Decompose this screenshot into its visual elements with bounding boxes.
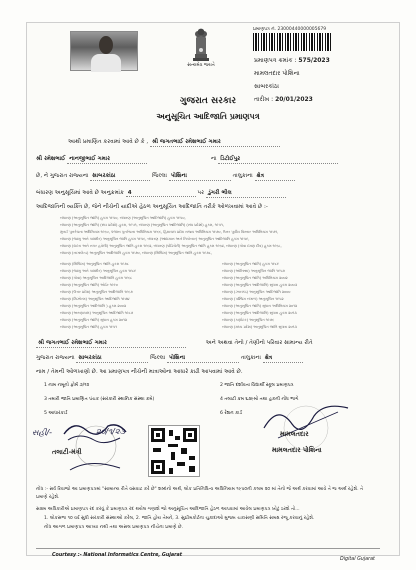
residence-area: ક્ષેત્ર [263,355,303,363]
note-line: નોંધ :- સર્વ રિવાજો આ પ્રમાણપત્રમાં "સામાન્ય રીતે વસવાટ કરે છે" શબ્દનો અર્થ, લોક પ્રતિનિધિત્વ અધિનિયમ ૧૯૫૦ની કલમ ૨૦ માં તેનો જે અર્થ કરવામાં આવે તે જ અર્થ રહેશે. તે [36,487,364,492]
order-item: બંધારણ (અનુસૂચિત જાતિ) સુધારા હુકમ ૨૦૧૨ [60,318,127,322]
certificate-number-row: પ્રમાણપત્ર ક્રમાંક : 575/2023 [254,57,330,64]
order-item: બંધારણ (જમ્મુ અને કાશ્મીર) અનુસૂચિત હુકમ ૧૯૮૯ [60,269,137,273]
order-item: બંધારણ (અનુસૂચિત આદિજાતિ ) હુકમ ૨૦૦૨ [60,304,127,308]
basis-line: નામ / તેમની ઓળખાણો છે. આ પ્રમાણપત્ર નીચેની માત્રાઓના આધારે કાઢી આપવામાં આવે છે. [36,369,243,375]
residence-district: સાબરકાંઠા [76,355,148,363]
document-item: 1 નામ નમૂનો ફોર્મ ૭/૧૨ [44,383,90,388]
order-item: બંધારણ (ઉત્તર પ્રદેશ) અનુસૂચિત આદિજાતિ ૧૯૬૭ [60,290,133,294]
office-line-1: મામલતદાર પોશિના [254,70,300,77]
emblem-caption: સત્યમેવ જયતે [187,63,215,68]
document-item: 2 જાતિ દર્શાવતા વિદ્યાર્થી સ્કૂલ પ્રમાણપત્ર [220,383,294,388]
order-item: બંધારણ (અનુસૂચિત જાતિ) ઓર્ડર ૧૯૯૦ [60,283,118,287]
right-signature-label: મામલતદાર [280,430,309,438]
left-office-title: તલાટી-મંત્રી [52,448,82,456]
certificate-number: 575/2023 [298,57,330,64]
person-name: શ્રી જગતભાઈ રમેશભાઈ ગમાર [150,139,280,147]
intro-line: આદિજાતિની વ્યક્તિ છે, જેને નીચેની યાદીએ હેઠળ અનુસૂચિત આદિજાતિ તરીકે ઓળખવામાં આવે છે :- [36,204,268,210]
order-line: બંધારણ (દાદરા અને નગર હવેલી) અનુસૂચિત જાતિ હુકમ ૧૯૬૨, બંધારણ (પોંડિચેરી) અનુસૂચિત જાતિ હુકમ ૧૯૬૪, બંધારણ (ગોવા દમણ દીવ) હુકમ ૧૯૬૮, [60,244,282,248]
footer-divider [36,548,380,549]
order-item: બંધારણ (ઓરિસ્સા) અનુસૂચિત જાતિ ૧૯૫૭ [222,269,285,273]
district-value: સાબરકાંઠા [90,173,150,181]
document-item: 5 આધારકાર્ડ [44,411,68,416]
left-signature-text: સહી/- [32,428,53,437]
order-item: બંધારણ (અરુણાચલ) અનુસૂચિત આદિજાતિ ૧૯૮૭ [60,311,134,315]
right-office-title: મામલતદાર પોશિના [272,446,322,454]
order-item: બંધારણ (અનુસૂચિત જાતિ) અધિનિયમ ૨૦૦૨ [222,276,288,280]
address-line: છે, ને ગુજરાત રાજ્યના સાબરકાંઠા જિલ્લા પોશિના તાલુકાના ક્ષેત્ર [36,173,295,181]
order-item: બંધારણ (ગોવા) અનુસૂચિત આદિજાતિ હુકમ ૧૯૬૮ [60,276,133,280]
footer-courtesy: Courtesy :- National Informatics Centre, Gujarat [52,553,183,558]
order-item: બંધારણ (મિઝોરમ) અનુસૂચિત આદિજાતિ ૧૯૭૪ [60,297,130,301]
order-line: બંધારણ (અનુસૂચિત જાતિ) હુકમ ૧૯૫૦, બંધારણ (અનુસૂચિત આદિજાતિ) હુકમ ૧૯૫૦, [60,216,186,220]
note-line: 1. લોકસભા ૧૦ વર્ષ સુધી સરકારી સંસ્થાઓ કરેલ, 2. જાતિ હોય તેમને, 3. સુપ્રીમકોર્ટના ચુકાદાઓ મુજબ ચકાસણી સમિતિ સમક્ષ રજૂ કરવાનું રહેશે. [44,516,315,521]
schedule-line: બંધારણ અનુસૂચિમાં આવે છે અનુક્રમાંક 4 પર ડુંગરી ભીલ [36,190,286,198]
residence-taluka: પોશિના [167,355,239,363]
qr-code [148,425,200,477]
note-line: પ્રમાણે રહેશે. [36,495,60,500]
order-item: બંધારણ (અનુસૂચિત જાતિ) હુકમ ૧૯૮૯ [222,262,279,266]
certificate-title: અનુસૂચિત આદિજાતિ પ્રમાણપત્ર [156,112,260,121]
order-item: બંધારણ (ઝારખંડ) અનુસૂચિત આદિજાતિ ૨૦૦૦ [222,290,291,294]
footer-brand: Digital Gujarat [340,557,375,562]
order-item: બંધારણ (અનુસૂચિત જાતિ) સુધારા અધિનિયમ ૨૦૧૨ [222,304,298,308]
order-item: બંધારણ (અનુસૂચિત આદિજાતિ) સુધારા હુકમ ૨૦૧૩ [222,311,297,315]
applicant-photo [70,31,138,71]
certificate-date: 20/01/2023 [275,96,313,103]
certify-line: આથી પ્રમાણિત કરવામાં આવે છે કે , શ્રી જગતભાઈ રમેશભાઈ ગમાર [68,139,280,147]
national-emblem-icon [186,24,216,64]
document-item: 4 તલાટી ક્રમ ૬૩૯મો તથા હકની નોંધ ભાગે [220,397,299,402]
father-name: નાનજીભાઈ ગમાર [67,156,147,164]
barcode [253,33,331,51]
document-item: 3 તમારી જાતિ પ્રમાણિત પંચક (સરકારી સ્થાનિક સંસ્થા ક્રમે) [44,397,155,402]
person-name-again: શ્રી જગતભાઈ રમેશભાઈ ગમાર [36,340,186,348]
order-item: બંધારણ (કર્ણાટક) અનુસૂચિત ૧૯૭૬ [222,318,275,322]
note-line: સક્ષમ અધિકારીએ પ્રમાણપત્ર રદ કરવું કે પ્રમાણપત્ર રદ થયેલ ગણાશે જો અનુસૂચિત આદિજાતિ હેઠળ આપવામાં આવેલ પ્રમાણપત્ર ખોટું ઠરશે તો... [36,507,300,512]
order-item: બંધારણ (અનુસૂચિત આદિજાતિ) સુધારા હુકમ ૨૦૦૩ [222,283,298,287]
order-item: બંધારણ (પશ્ચિમ બંગાળ) અનુસૂચિત ૧૯૫૨ [222,297,284,301]
order-line: બંધારણ (જમ્મુ અને કાશ્મીર) અનુસૂચિત જાતિ હુકમ ૧૯૫૬, બંધારણ (આંદામાન અને નિકોબાર) અનુસૂચિત આદિજાતિ હુકમ ૧૯૫૯, [60,237,250,241]
order-line: બંધારણ (નાગાલેન્ડ) અનુસૂચિત આદિજાતિ હુકમ ૧૯૭૦, બંધારણ (સિક્કિમ) અનુસૂચિત જાતિ હુકમ ૧૯૭૮, [60,251,212,255]
father-line: શ્રી રમેશભાઈ નાનજીભાઈ ગમાર ના ડિટોઈપુર [36,156,338,164]
taluka-value: પોશિના [169,173,231,181]
schedule-number: 4 [126,190,196,197]
caste-value: ડુંગરી ભીલ [206,190,286,198]
order-line: બંધારણ (અનુસૂચિત જાતિ) (સંઘ પ્રદેશો) હુકમ, ૧૯૫૧, બંધારણ (અનુસૂચિત આદિજાતિ) (સંઘ પ્રદેશો) હુકમ, ૧૯૫૧, [60,223,224,227]
order-item: બંધારણ (અનુસૂચિત જાતિ) હુકમ ૧૯૫૧ [60,325,118,329]
village-name: ડિટોઈપુર [218,156,338,164]
area-value: ક્ષેત્ર [255,173,295,181]
note-line: નોંધ આગળ પ્રમાણપત્ર આપ્યા નથી તથા અસલ પ્રમાણપત્ર નીચેના પ્રમાણે છે. [44,525,184,530]
date-row: તારીખ : 20/01/2023 [254,96,313,103]
barcode-number: પ્રમાણપત્ર નં. 23000440000005679 [253,27,327,32]
government-title: ગુજરાત સરકાર [179,96,237,106]
talati-stamp [60,410,130,480]
order-line: મુંબઈ પુનર્રચના અધિનિયમ ૧૯૬૦, પંજાબ પુનર્રચના અધિનિયમ ૧૯૬૬, હિમાચલ પ્રદેશ રાજ્ય અધિનિયમ ૧૯૭૦, ઉત્તર પૂર્વીય વિસ્તાર અધિનિયમ ૧૯૭૧, [60,230,279,234]
order-item: બંધારણ (મધ્ય પ્રદેશ) અનુસૂચિત જાતિ સુધારા ૨૦૧૩ [222,325,297,329]
document-item: 6 રેશન કાર્ડ [220,411,243,416]
residence-person-line: શ્રી જગતભાઈ રમેશભાઈ ગમાર અને અથવા તેનો / તેણીનો પરિવાર સામાન્ય રીતે [38,340,313,346]
left-signature-date: ૨૦/૧/૨૩ [96,427,125,436]
order-item: બંધારણ (સિક્કિમ) અનુસૂચિત જાતિ હુકમ ૧૯૭૮ [60,262,129,266]
residence-address-line: ગુજરાત રાજ્યના સાબરકાંઠા જિલ્લા પોશિના તાલુકાના ક્ષેત્ર [36,355,303,363]
office-line-2: સાબરકાંઠા [254,83,279,90]
